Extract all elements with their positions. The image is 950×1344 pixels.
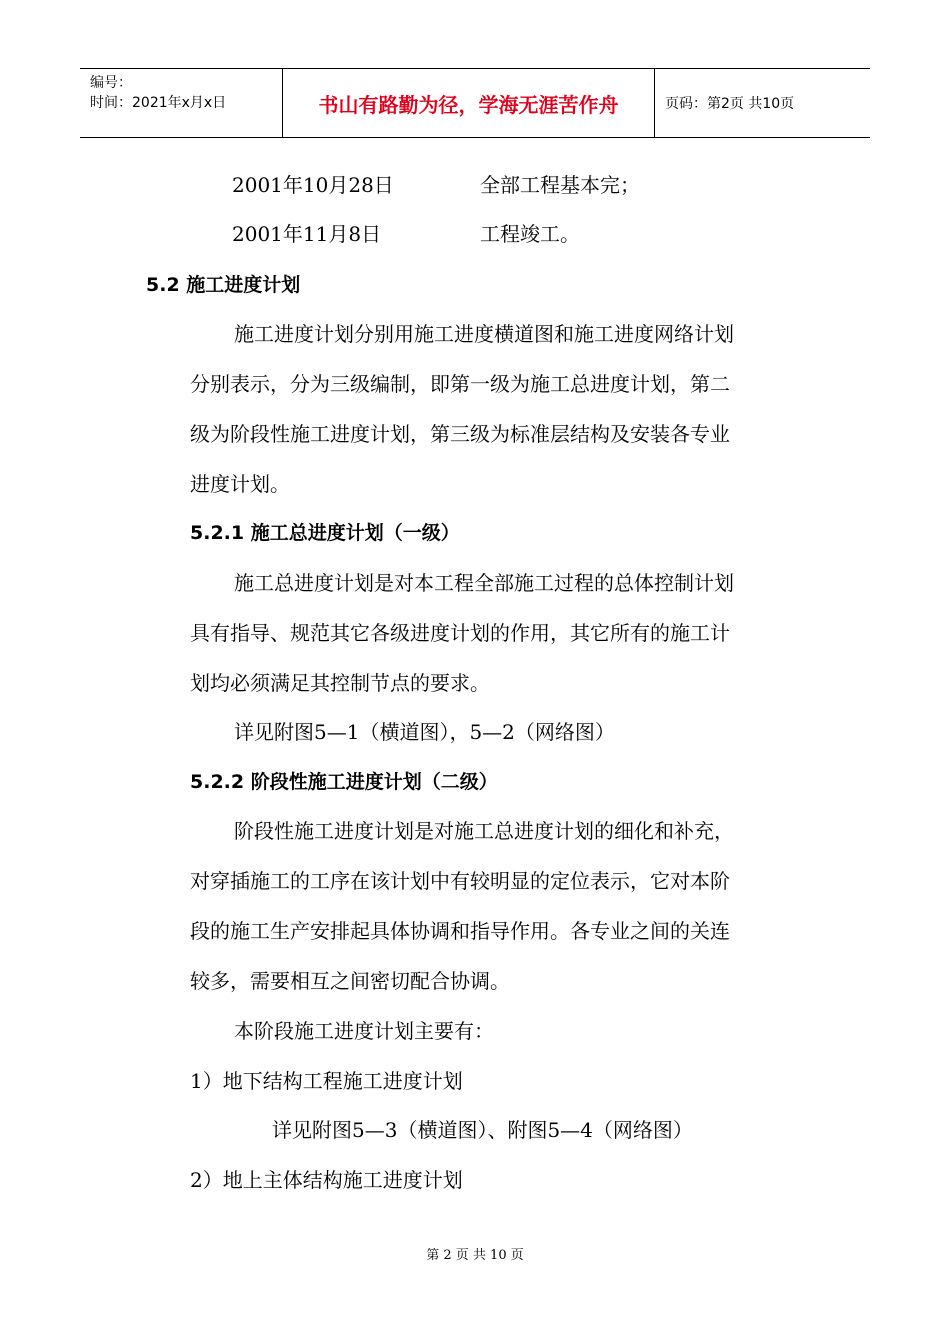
doc-time-label: 时间：2021年x月x日 <box>90 95 227 111</box>
figure-reference: 详见附图5—1（横道图），5—2（网络图） <box>234 720 615 744</box>
list-item-1: 1）地下结构工程施工进度计划 <box>190 1069 463 1093</box>
paragraph-line: 划均必须满足其控制节点的要求。 <box>190 671 490 695</box>
paragraph-line: 具有指导、规范其它各级进度计划的作用，其它所有的施工计 <box>190 621 730 645</box>
paragraph-line: 段的施工生产安排起具体协调和指导作用。各专业之间的关连 <box>190 919 730 943</box>
section-5-2-2-title: 5.2.2 阶段性施工进度计划（二级） <box>190 771 498 793</box>
page-header <box>80 68 870 138</box>
schedule-event-1: 全部工程基本完； <box>480 173 640 197</box>
list-item-2: 2）地上主体结构施工进度计划 <box>190 1168 463 1192</box>
paragraph-line: 进度计划。 <box>190 472 290 496</box>
header-meta <box>80 69 283 137</box>
list-intro: 本阶段施工进度计划主要有： <box>234 1019 494 1043</box>
paragraph-line: 级为阶段性施工进度计划，第三级为标准层结构及安装各专业 <box>190 422 730 446</box>
header-motto: 书山有路勤为径，学海无涯苦作舟 <box>283 69 655 137</box>
paragraph-line: 阶段性施工进度计划是对施工总进度计划的细化和补充， <box>234 819 734 843</box>
section-5-2-title: 5.2 施工进度计划 <box>146 274 301 296</box>
figure-reference: 详见附图5—3（横道图）、附图5—4（网络图） <box>272 1118 693 1142</box>
paragraph-line: 施工进度计划分别用施工进度横道图和施工进度网络计划 <box>234 322 734 346</box>
header-page-info: 页码：第2页 共10页 <box>665 96 795 112</box>
section-5-2-1-title: 5.2.1 施工总进度计划（一级） <box>190 522 460 544</box>
paragraph-line: 分别表示，分为三级编制，即第一级为施工总进度计划，第二 <box>190 372 730 396</box>
doc-number-label: 编号： <box>90 75 132 91</box>
paragraph-line: 施工总进度计划是对本工程全部施工过程的总体控制计划 <box>234 571 734 595</box>
schedule-date-1: 2001年10月28日 <box>232 173 394 197</box>
schedule-date-2: 2001年11月8日 <box>232 222 382 246</box>
page-footer: 第 2 页 共 10 页 <box>426 1248 524 1263</box>
paragraph-line: 对穿插施工的工序在该计划中有较明显的定位表示，它对本阶 <box>190 869 730 893</box>
schedule-event-2: 工程竣工。 <box>480 222 580 246</box>
paragraph-line: 较多，需要相互之间密切配合协调。 <box>190 969 510 993</box>
